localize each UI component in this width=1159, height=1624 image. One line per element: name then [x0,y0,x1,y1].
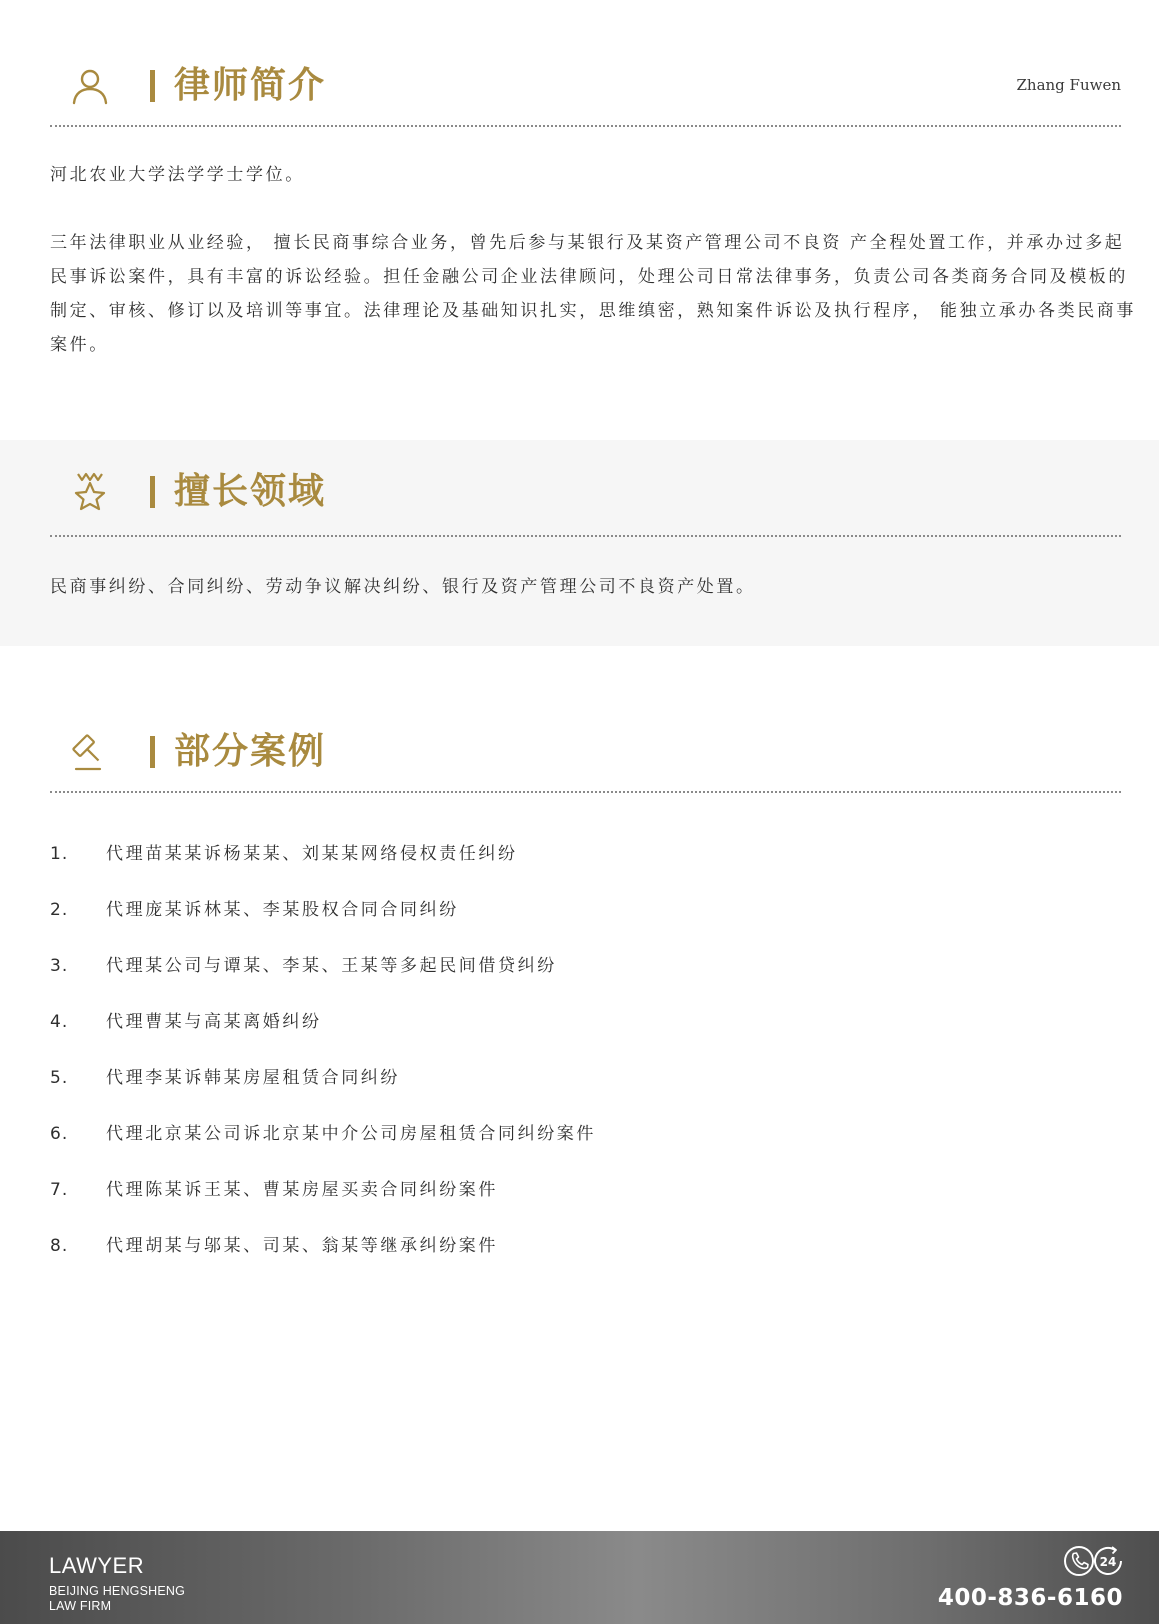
cases-header [50,712,1121,792]
list-item [50,1050,1121,1106]
footer-lawyer: LAWYER [49,1553,145,1578]
experience-text: 三年法律职业从业经验， 擅长民商事综合业务，曾先后参与某银行及某资产管理公司不良资 产全程处置工作，并承办过多起民事诉讼案件，具有丰富的诉讼经验。担任金融公司企业法律顾问，处理公司日常法律事务，负责公司各类商务合同及模板的制定、审核、修订以及培训等事宜。法律理论及基础知识扎实，思维缜密，熟知案件诉讼及执行程序， 能独立承办各类民商事案件。 [50,233,1137,355]
education-text: 河北农业大学法学学士学位。 [50,165,305,185]
section-title: 部分案例 [174,731,327,772]
list-item [50,826,1121,882]
list-item [50,1162,1121,1218]
case-text: 代理庞某诉林某、李某股权合同合同纠纷 [106,900,459,920]
case-number: 7. [50,1180,69,1200]
profile-header [50,46,1121,126]
case-text: 代理北京某公司诉北京某中介公司房屋租赁合同纠纷案件 [106,1124,596,1144]
section-title: 擅长领域 [174,471,327,512]
expertise-section [0,440,1159,646]
case-text: 代理胡某与邬某、司某、翁某等继承纠纷案件 [106,1236,498,1256]
title-bar [150,736,155,768]
case-number: 8. [50,1236,69,1256]
case-text: 代理曹某与高某离婚纠纷 [106,1012,322,1032]
award-star-icon [58,452,122,532]
case-text: 代理李某诉韩某房屋租赁合同纠纷 [106,1068,400,1088]
title-bar [150,70,155,102]
24-hour-icon [1095,1547,1121,1574]
title-bar [150,476,155,508]
section-title: 律师简介 [174,65,327,106]
footer-icons [1063,1544,1125,1578]
profile-section [0,0,1159,440]
list-item [50,938,1121,994]
case-number: 3. [50,956,69,976]
list-item [50,882,1121,938]
dotted-divider [50,791,1121,793]
case-number: 4. [50,1012,69,1032]
case-number: 2. [50,900,69,920]
footer-firm-name: BEIJING HENGSHENG [49,1584,186,1598]
phone-icon [1065,1547,1093,1575]
case-text: 代理陈某诉王某、曹某房屋买卖合同纠纷案件 [106,1180,498,1200]
svg-text:24: 24 [1099,1555,1117,1569]
case-text: 代理某公司与谭某、李某、王某等多起民间借贷纠纷 [106,956,557,976]
list-item [50,1218,1121,1274]
dotted-divider [50,535,1121,537]
footer-phone: 400-836-6160 [937,1585,1123,1611]
expertise-header [50,452,1121,532]
lawyer-name-en: Zhang Fuwen [1016,76,1121,94]
footer-firm-type: LAW FIRM [49,1599,112,1613]
case-number: 1. [50,844,69,864]
case-list [50,826,1121,1274]
expertise-text: 民商事纠纷、合同纠纷、劳动争议解决纠纷、银行及资产管理公司不良资产处置。 [50,577,756,597]
list-item [50,1106,1121,1162]
person-icon [58,46,122,126]
case-number: 6. [50,1124,69,1144]
gavel-icon [58,712,122,792]
cases-section [0,646,1159,1531]
list-item [50,994,1121,1050]
footer-bar [0,1531,1159,1624]
dotted-divider [50,125,1121,127]
case-text: 代理苗某某诉杨某某、刘某某网络侵权责任纠纷 [106,844,518,864]
case-number: 5. [50,1068,69,1088]
